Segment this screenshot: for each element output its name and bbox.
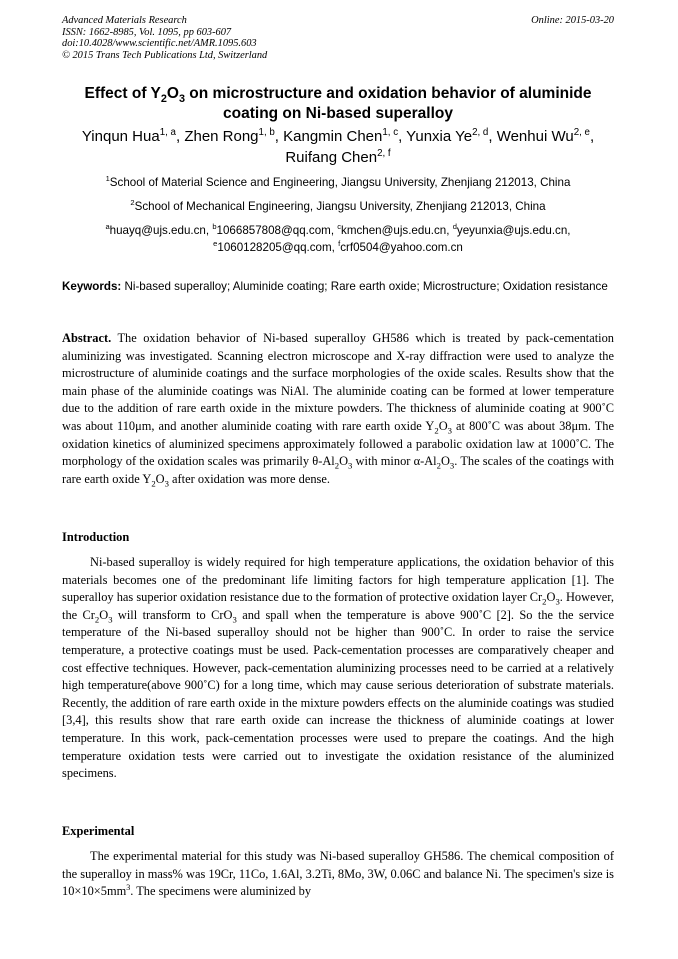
experimental-sup: 3 — [126, 883, 131, 893]
intro-text: . However, the Cr — [62, 590, 615, 622]
email[interactable] — [213, 239, 341, 254]
abstract-text: O — [438, 418, 448, 433]
author-sup: 1, b — [258, 127, 275, 138]
author — [82, 128, 184, 145]
doi-line: doi:10.4028/www.scientific.net/AMR.1095.603 — [62, 38, 257, 50]
author — [283, 128, 406, 145]
section-heading-introduction: Introduction — [62, 530, 130, 544]
affiliation-2 — [62, 198, 614, 215]
abstract-sub: 2 — [334, 460, 340, 471]
author-sep: , — [398, 128, 407, 145]
abstract-text: O — [155, 471, 165, 486]
intro-sub: 2 — [94, 614, 100, 625]
intro-sub: 3 — [232, 614, 237, 625]
author-name: Wenhui Wu — [496, 128, 574, 145]
email[interactable] — [212, 224, 337, 237]
experimental-paragraph — [62, 848, 614, 901]
affiliation-sup: 2 — [130, 198, 135, 208]
intro-sub: 3 — [108, 614, 113, 625]
issn-line: ISSN: 1662-8985, Vol. 1095, pp 603-607 — [62, 26, 232, 38]
abstract-text: O — [339, 454, 349, 469]
author-list — [62, 126, 614, 168]
abstract-text: after oxidation was more dense. — [168, 471, 330, 486]
email-address[interactable]: crf0504@yahoo.com.cn — [340, 241, 463, 254]
author-sup: 2, f — [377, 148, 391, 159]
author-name: Ruifang Chen — [285, 149, 378, 166]
abstract-text: with minor α-Al — [352, 454, 437, 469]
affiliation-text: School of Mechanical Engineering, Jiangsu University, Zhenjiang 212013, China — [134, 200, 546, 213]
intro-sub: 3 — [555, 596, 560, 607]
abstract-sub: 2 — [436, 460, 441, 471]
email-sep: , — [331, 241, 339, 254]
email-address[interactable]: 1066857808@qq.com — [216, 224, 331, 237]
abstract-text: . The scales of the coatings with rare earth oxide Y — [62, 454, 615, 486]
keywords-label: Keywords: — [62, 280, 122, 293]
intro-text: and spall when the temperature is above 900˚C [2]. So the the service temperature of the Ni-based superalloy should not be higher than 900˚C. In order to raise the service temperature, a protective coatings must be used. Pack-cementation processes are comparatively cheaper and cost effective techniques. However, pack-cementation aluminizing processes need to be carried at a relatively high temperature(above 900˚C) for a long time, which may cause serious deterioration of substrate materials. Recently, the addition of rare earth oxide in the mixture powders effects on the aluminide coatings was studied [3,4], this results show that rare earth oxide can increase the thickness of aluminide coatings at lower temperature. In this work, pack-cementation processes were used to prepare the coatings. And the high temperature oxidation tests were carried out to investigate the oxidation resistance of the aluminized specimens. — [62, 607, 614, 781]
author-sup: 1, c — [382, 127, 399, 138]
online-date: Online: 2015-03-20 — [531, 15, 614, 26]
journal-info — [62, 15, 267, 61]
keywords-text: Ni-based superalloy; Aluminide coating; Rare earth oxide; Microstructure; Oxidation resistance — [121, 280, 608, 293]
author — [184, 128, 283, 145]
abstract-sub: 3 — [447, 425, 452, 436]
intro-text: will transform to CrO — [112, 607, 233, 622]
author-name: Yinqun Hua — [81, 128, 160, 145]
running-header — [62, 15, 614, 61]
title-part: Effect of Y — [84, 85, 161, 102]
author-sup: 2, e — [573, 127, 590, 138]
email-sep: , — [567, 224, 571, 237]
intro-sub: 2 — [542, 596, 547, 607]
author-sep: , — [589, 128, 595, 145]
intro-text: O — [546, 590, 556, 605]
introduction-paragraph — [62, 554, 614, 783]
email-sup: a — [105, 222, 110, 232]
author-name: Zhen Rong — [184, 128, 259, 145]
email-sup: d — [452, 222, 457, 232]
author-sup: 2, d — [472, 127, 489, 138]
email[interactable] — [337, 224, 452, 237]
email[interactable] — [338, 241, 463, 254]
author-name: Yunxia Ye — [406, 128, 473, 145]
intro-text: Ni-based superalloy is widely required for high temperature applications, the oxidation behavior of this materials becomes one of the predominant life limiting factors for high temperature application [1]. The superalloy has superior oxidation resistance due to the formation of protective oxidation layer Cr — [62, 555, 614, 605]
email-address[interactable]: yeyunxia@ujs.edu.cn — [456, 224, 568, 237]
author-sep: , — [274, 128, 284, 145]
author-sup: 1, a — [159, 127, 176, 138]
affiliation-sup: 1 — [105, 174, 110, 184]
experimental-text: The experimental material for this study was Ni-based superalloy GH586. The chemical composition of the superalloy in mass% was 19Cr, 11Co, 1.6Al, 3.2Ti, 8Mo, 3W, 0.06C and balance Ni. The specimen's size is 10×10×5mm — [62, 849, 614, 899]
abstract — [62, 330, 614, 488]
email-sep: , — [205, 224, 213, 237]
title-sub: 3 — [178, 93, 185, 106]
abstract-text: The oxidation behavior of Ni-based superalloy GH586 which is treated by pack-cementation aluminizing was investigated. Scanning electron microscope and X-ray diffraction were used to analyze the microstructure of aluminide coatings and the surface morphologies of the oxide scales. Results show that the main phase of the aluminide coatings was NiAl. The aluminide coating can be formed at lower temperature due to the addition of rare earth oxide in the mixture powders. The thickness of aluminide coating at 900˚C was about 110μm, and another aluminide coating with rare earth oxide Y — [62, 331, 614, 433]
keywords — [62, 278, 614, 295]
affiliation-1 — [62, 174, 614, 191]
intro-text: O — [99, 607, 109, 622]
abstract-sub: 2 — [151, 478, 156, 489]
email[interactable] — [453, 224, 571, 237]
journal-name: Advanced Materials Research — [62, 15, 187, 26]
experimental-text: . The specimens were aluminized by — [130, 884, 312, 899]
abstract-label: Abstract. — [62, 331, 112, 345]
abstract-sub: 3 — [164, 478, 169, 489]
abstract-sub: 3 — [348, 460, 353, 471]
author — [497, 128, 594, 145]
affiliation-text: School of Material Science and Engineering, Jiangsu University, Zhenjiang 212013, China — [109, 176, 571, 189]
email-list — [62, 222, 614, 256]
email-sup: c — [337, 222, 342, 232]
author — [285, 149, 390, 166]
abstract-text: O — [440, 454, 450, 469]
email[interactable] — [105, 224, 212, 237]
email-sup: f — [338, 239, 341, 249]
abstract-sub: 2 — [434, 425, 439, 436]
email-sep: , — [446, 224, 453, 237]
title-part: O — [166, 85, 179, 102]
author-sep: , — [175, 128, 185, 145]
email-sup: e — [213, 239, 218, 249]
email-sep: , — [330, 224, 338, 237]
abstract-sub: 3 — [449, 460, 455, 471]
title-part: on microstructure and oxidation behavior of aluminide coating on Ni-based superalloy — [185, 85, 592, 122]
email-address[interactable]: huayq@ujs.edu.cn — [109, 224, 206, 237]
paper-title — [62, 84, 614, 124]
email-sup: b — [212, 222, 217, 232]
author-name: Kangmin Chen — [283, 128, 383, 145]
email-address[interactable]: kmchen@ujs.edu.cn — [341, 224, 447, 237]
section-heading-experimental: Experimental — [62, 824, 135, 838]
copyright-line: © 2015 Trans Tech Publications Ltd, Switzerland — [62, 49, 268, 61]
abstract-text: at 800˚C was about 38μm. The oxidation kinetics of aluminized specimens approximately followed a parabolic oxidation law at 1000˚C. The morphology of the oxidation scales was primarily θ-Al — [62, 418, 614, 469]
email-address[interactable]: 1060128205@qq.com — [217, 241, 332, 254]
title-sub: 2 — [160, 93, 167, 106]
author — [406, 128, 497, 145]
author-sep: , — [488, 128, 497, 145]
